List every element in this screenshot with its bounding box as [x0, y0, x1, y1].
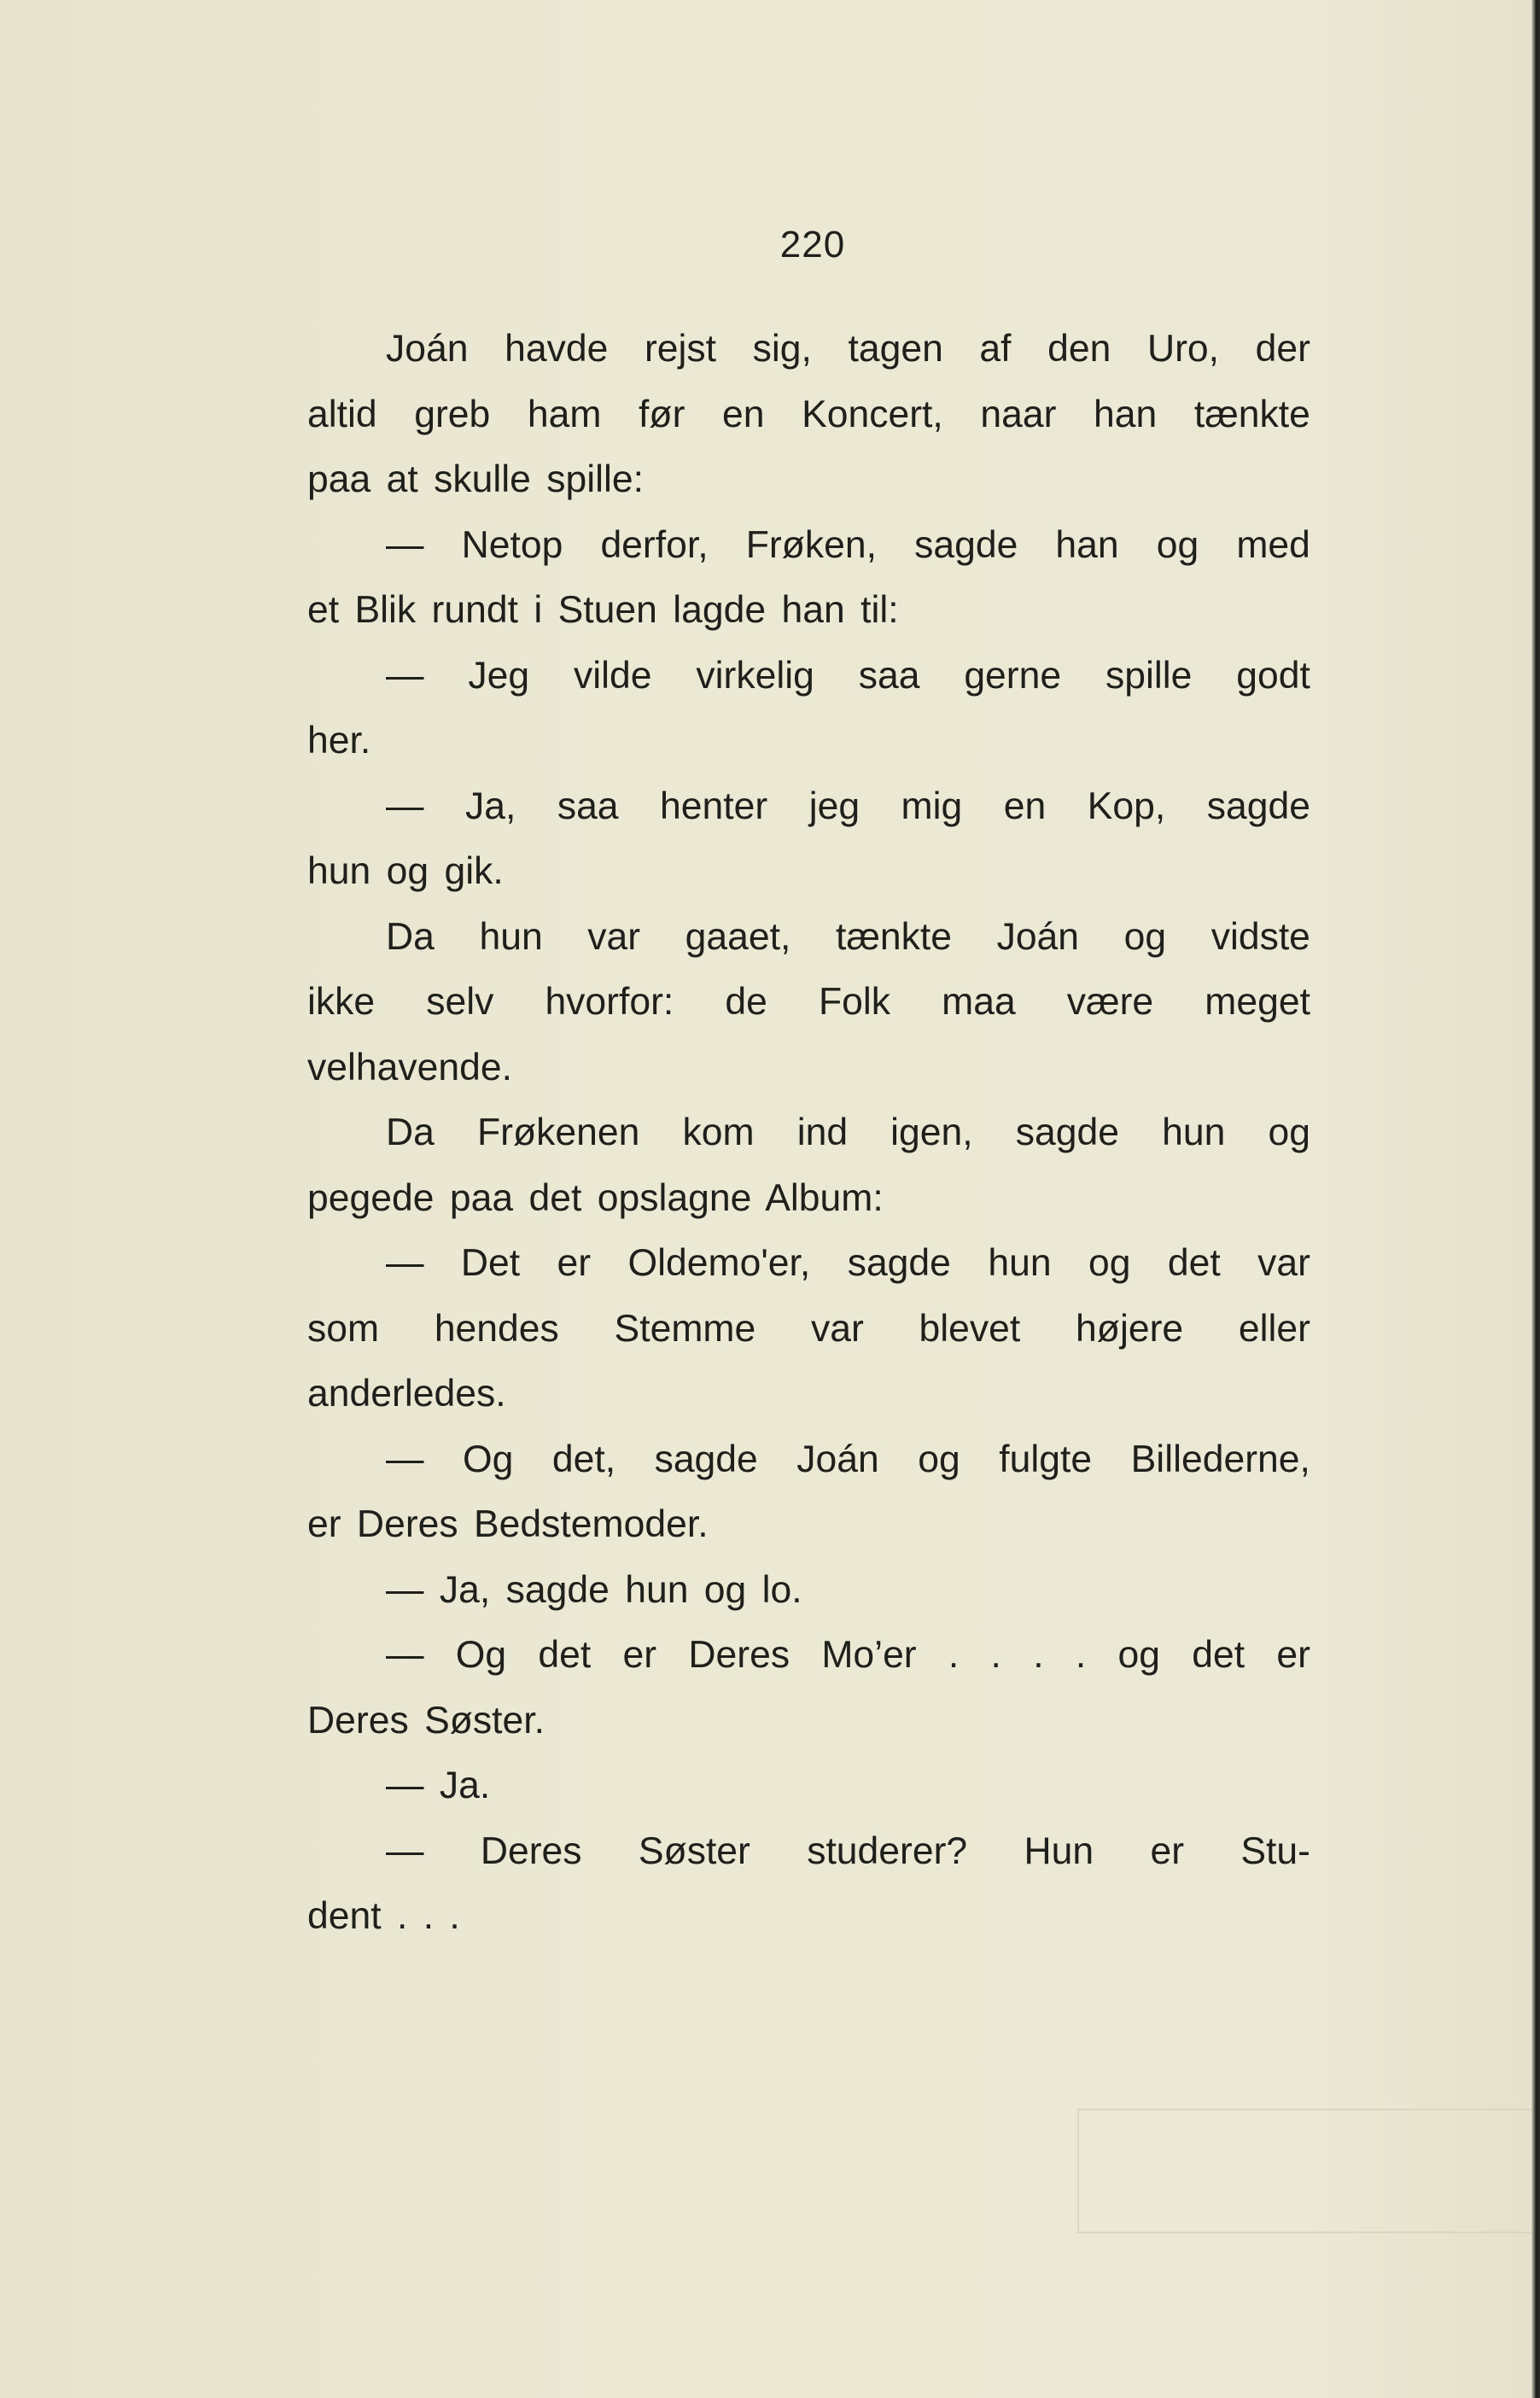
word: tænkte [1193, 393, 1310, 435]
word: altid [307, 393, 377, 435]
word: Deres [688, 1634, 790, 1676]
text-line: et Blik rundt i Stuen lagde han til: [307, 589, 899, 631]
word: Uro, [1146, 328, 1220, 370]
word: derfor, [600, 523, 709, 566]
word: Netop [461, 523, 563, 566]
word: saa [557, 785, 619, 827]
word: jeg [808, 785, 860, 827]
word: mig [901, 785, 963, 827]
word: . [1033, 1634, 1044, 1676]
word: den [1047, 328, 1111, 370]
word: og [1156, 523, 1199, 566]
word: Og [455, 1634, 507, 1676]
word: — [386, 1242, 424, 1284]
text-line [307, 774, 1310, 840]
word: en [1003, 785, 1047, 827]
word: sig, [752, 328, 812, 370]
word: vidste [1210, 915, 1310, 958]
word: er [557, 1242, 592, 1284]
word: — [386, 1438, 424, 1480]
word: af [979, 328, 1012, 370]
word: Og [462, 1438, 514, 1480]
word: hun [479, 915, 543, 958]
word: Mo’er [821, 1634, 917, 1676]
word: hun [1162, 1111, 1226, 1153]
text-line [307, 1819, 1310, 1885]
text-line [307, 905, 1310, 971]
word: var [587, 915, 641, 958]
word: højere [1076, 1307, 1184, 1350]
word: være [1066, 981, 1154, 1023]
text-line: her. [307, 720, 371, 761]
text-line: paa at skulle spille: [307, 458, 644, 500]
word: blevet [919, 1307, 1021, 1350]
text-line: hun og gik. [307, 850, 504, 892]
word: og [1117, 1634, 1160, 1676]
word: Stemme [614, 1307, 756, 1350]
word: fulgte [999, 1438, 1093, 1480]
page-edge [1531, 0, 1540, 2398]
text-line: Deres Søster. [307, 1699, 545, 1742]
word: Joán [996, 915, 1080, 958]
word: Stu- [1240, 1829, 1310, 1872]
word: selv [426, 981, 494, 1023]
text-line [307, 1623, 1310, 1689]
show-through-mark [1077, 2109, 1533, 2233]
word: Joán [796, 1438, 879, 1480]
text-line: pegede paa det opslagne Album: [307, 1176, 884, 1219]
word: en [721, 393, 765, 435]
word: sagde [914, 523, 1018, 566]
text-line [307, 317, 1310, 382]
word: han [1094, 393, 1158, 435]
word: . [1075, 1634, 1087, 1676]
text-line: er Deres Bedstemoder. [307, 1503, 709, 1545]
word: og [1123, 915, 1167, 958]
word: Frøken, [745, 523, 877, 566]
word: ind [796, 1111, 849, 1153]
word: er [1150, 1829, 1185, 1872]
text-line: — Ja. [386, 1765, 491, 1806]
body-text [307, 317, 1310, 1950]
word: Billederne, [1130, 1438, 1310, 1480]
word: sagde [1015, 1111, 1120, 1153]
word: sagde [847, 1242, 951, 1284]
text-line [307, 644, 1310, 709]
text-line [307, 970, 1310, 1036]
word: gaaet, [685, 915, 791, 958]
word: Da [386, 915, 435, 958]
text-line [307, 1297, 1310, 1362]
word: — [386, 654, 424, 697]
word: er [622, 1634, 657, 1676]
text-line [307, 1427, 1310, 1493]
word: virkelig [696, 654, 814, 697]
word: ham [527, 393, 602, 435]
word: som [307, 1307, 380, 1350]
text-line [307, 382, 1310, 448]
word: han [1055, 523, 1119, 566]
word: hvorfor: [545, 981, 674, 1023]
word: var [810, 1307, 864, 1350]
word: gerne [964, 654, 1062, 697]
word: — [386, 785, 424, 827]
word: meget [1205, 981, 1310, 1023]
word: og [1088, 1242, 1131, 1284]
word: sagde [1206, 785, 1310, 827]
word: Folk [818, 981, 891, 1023]
word: Søster [638, 1829, 750, 1872]
word: det [1192, 1634, 1245, 1676]
text-line [307, 1100, 1310, 1166]
word: tagen [848, 328, 943, 370]
text-line [307, 1231, 1310, 1297]
word: Oldemo'er, [627, 1242, 811, 1284]
word: det [538, 1634, 592, 1676]
word: tænkte [835, 915, 952, 958]
word: er [1276, 1634, 1310, 1676]
word: eller [1238, 1307, 1310, 1350]
word: maa [942, 981, 1016, 1023]
word: — [386, 1829, 424, 1872]
word: kom [682, 1111, 755, 1153]
word: igen, [890, 1111, 973, 1153]
word: med [1236, 523, 1310, 566]
word: var [1257, 1242, 1310, 1284]
text-line [307, 513, 1310, 579]
word: Koncert, [802, 393, 943, 435]
word: godt [1236, 654, 1310, 697]
word: hun [988, 1242, 1052, 1284]
word: og [918, 1438, 960, 1480]
word: Da [386, 1111, 435, 1153]
word: rejst [644, 328, 717, 370]
word: hendes [434, 1307, 559, 1350]
word: saa [858, 654, 920, 697]
word: før [639, 393, 685, 435]
word: Det [460, 1242, 521, 1284]
word: der [1255, 328, 1310, 370]
word: Frøkenen [476, 1111, 640, 1153]
word: vilde [573, 654, 652, 697]
text-line: anderledes. [307, 1373, 506, 1415]
word: det, [551, 1438, 616, 1480]
text-line: velhavende. [307, 1046, 512, 1088]
word: Joán [386, 328, 469, 370]
page-number: 220 [779, 224, 846, 265]
text-line: dent . . . [307, 1895, 460, 1937]
word: Jeg [468, 654, 530, 697]
word: og [1268, 1111, 1310, 1153]
word: henter [660, 785, 768, 827]
word: studerer? [807, 1829, 968, 1872]
word: naar [980, 393, 1057, 435]
word: — [386, 1634, 424, 1676]
word: ikke [307, 981, 376, 1023]
word: sagde [654, 1438, 758, 1480]
word: Deres [480, 1829, 582, 1872]
word: Ja, [464, 785, 516, 827]
word: . [990, 1634, 1001, 1676]
word: Kop, [1087, 785, 1166, 827]
word: Hun [1024, 1829, 1094, 1872]
word: spille [1105, 654, 1193, 697]
text-line: — Ja, sagde hun og lo. [386, 1568, 802, 1611]
word: de [725, 981, 767, 1023]
word: . [948, 1634, 960, 1676]
word: havde [505, 328, 609, 370]
word: — [386, 523, 424, 566]
word: greb [414, 393, 491, 435]
word: det [1167, 1242, 1221, 1284]
